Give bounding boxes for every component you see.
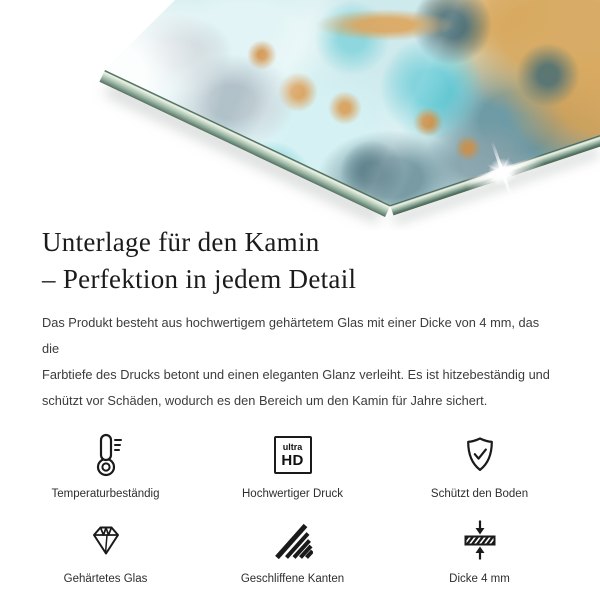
feature-floor-protection: [386, 432, 573, 501]
title-line-2: – Perfektion in jedem Detail: [42, 264, 357, 294]
feature-polished-edges: [199, 517, 386, 586]
description-line: Farbtiefe des Drucks betont und einen eleganten Glanz verleiht. Es ist hitzebeständig und: [42, 367, 550, 382]
uhd-text-large: HD: [281, 451, 304, 469]
feature-label: Geschliffene Kanten: [240, 573, 345, 585]
feature-grid: [12, 432, 572, 586]
thermometer-icon: [86, 432, 126, 478]
ultra-hd-icon: [274, 432, 312, 478]
feature-label: Dicke 4 mm: [449, 573, 510, 585]
product-description: [42, 310, 554, 414]
feature-temperature: [12, 432, 199, 501]
title-line-1: Unterlage für den Kamin: [42, 227, 320, 257]
feature-label: Gehärtetes Glas: [63, 573, 148, 585]
diamond-icon: [86, 517, 126, 563]
description-line: schützt vor Schäden, wodurch es den Bereich um den Kamin für Jahre sichert.: [42, 393, 488, 408]
polished-edges-icon: [273, 517, 313, 563]
product-copy: [42, 224, 572, 586]
sparkle-core: [484, 154, 520, 190]
feature-tempered-glass: [12, 517, 199, 586]
page-title: [42, 224, 572, 298]
feature-print-quality: [199, 432, 386, 501]
shield-check-icon: [460, 432, 500, 478]
description-line: Das Produkt besteht aus hochwertigem gehärtetem Glas mit einer Dicke von 4 mm, das die: [42, 315, 540, 356]
feature-label: Hochwertiger Druck: [242, 488, 343, 500]
feature-label: Schützt den Boden: [430, 488, 529, 500]
feature-thickness: [386, 517, 573, 586]
uhd-text-small: ultra: [282, 441, 303, 452]
thickness-icon: [458, 517, 502, 563]
product-photo: [0, 0, 600, 230]
feature-label: Temperaturbeständig: [51, 488, 160, 500]
